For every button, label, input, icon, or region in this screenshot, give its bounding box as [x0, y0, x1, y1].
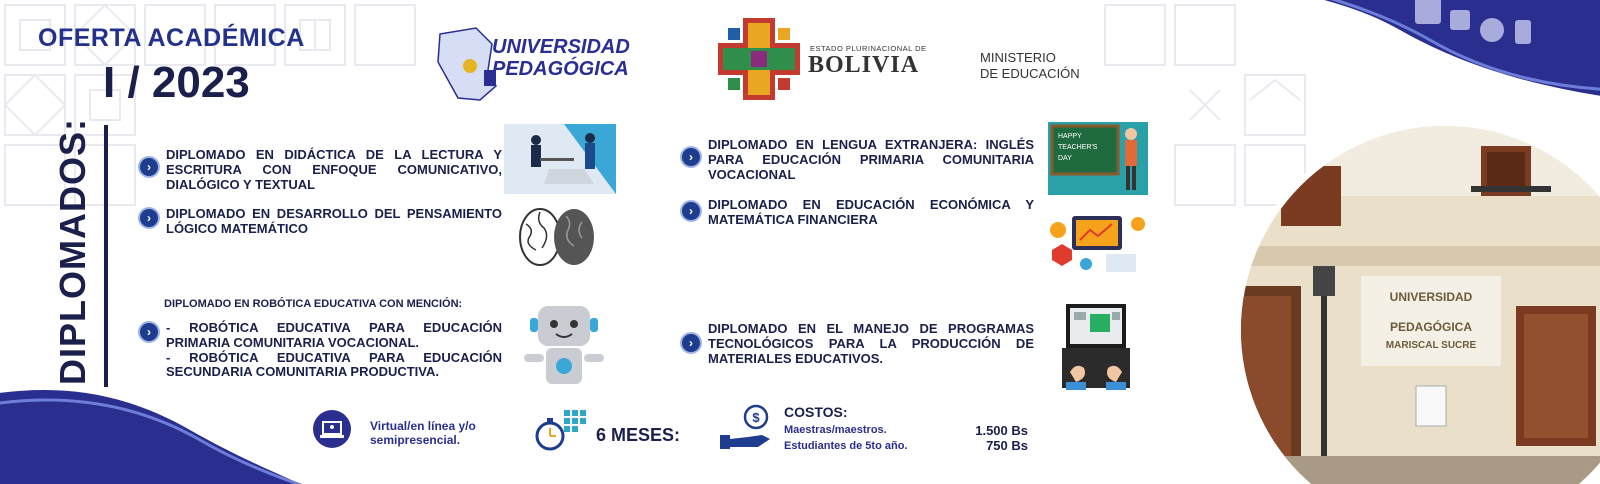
chalkboard-line2: TEACHER'S — [1058, 144, 1098, 151]
chalkboard-illustration — [1048, 122, 1148, 195]
chevron-right-icon: › — [680, 332, 702, 354]
chalkboard-line1: HAPPY — [1058, 133, 1082, 140]
modality-line2: semipresencial. — [370, 433, 461, 447]
bolivia-emblem — [718, 18, 800, 100]
diplomado-item-3[interactable] — [138, 298, 502, 380]
diplomado-title: DIPLOMADO EN LENGUA EXTRANJERA: INGLÉS PARA EDUCACIÓN PRIMARIA COMUNITARIA VOCACIONAL — [708, 137, 1034, 182]
brain-illustration — [518, 204, 596, 270]
chalkboard-line3: DAY — [1058, 155, 1072, 162]
academic-period: I / 2023 — [103, 58, 250, 107]
diplomado-item-5[interactable] — [680, 198, 1034, 228]
diplomado-title: DIPLOMADO EN DIDÁCTICA DE LA LECTURA Y ESCRITURA CON ENFOQUE COMUNICATIVO, DIALÓGICO Y TEXTUAL — [166, 147, 502, 192]
chevron-right-icon: › — [138, 321, 160, 343]
duration-label: 6 MESES: — [596, 425, 681, 445]
ministry-line2: DE EDUCACIÓN — [980, 66, 1080, 81]
modality-line1: Virtual/en línea y/o — [370, 419, 476, 433]
chevron-right-icon: › — [680, 200, 702, 222]
university-logo-line1: UNIVERSIDAD — [492, 36, 630, 58]
reading-illustration — [504, 124, 616, 194]
svg-text:$: $ — [752, 410, 760, 425]
state-label-big: BOLIVIA — [808, 52, 920, 78]
cost-label-students: Estudiantes de 5to año. — [784, 440, 908, 452]
diplomado-title: DIPLOMADO EN ROBÓTICA EDUCATIVA CON MENCIÓN: — [164, 298, 463, 310]
chevron-right-icon: › — [680, 146, 702, 168]
wave-top-right — [1170, 0, 1600, 120]
diplomado-title: DIPLOMADO EN EL MANEJO DE PROGRAMAS TECNOLÓGICOS PARA LA PRODUCCIÓN DE MATERIALES EDUCATIVOS. — [708, 321, 1034, 366]
diplomado-title: DIPLOMADO EN DESARROLLO DEL PENSAMIENTO LÓGICO MATEMÁTICO — [166, 206, 502, 236]
diplomado-item-1[interactable] — [138, 148, 502, 193]
state-label-small: ESTADO PLURINACIONAL DE — [810, 44, 927, 53]
cost-value-teachers: 1.500 Bs — [975, 423, 1028, 438]
diplomado-mention-1: - ROBÓTICA EDUCATIVA PARA EDUCACIÓN PRIMARIA COMUNITARIA VOCACIONAL. — [166, 319, 502, 350]
diplomado-mention-2: - ROBÓTICA EDUCATIVA PARA EDUCACIÓN SECUNDARIA COMUNITARIA PRODUCTIVA. — [166, 349, 502, 380]
cost-value-students: 750 Bs — [986, 438, 1028, 453]
chevron-right-icon: › — [138, 207, 160, 229]
cost-label-teachers: Maestras/maestros. — [784, 424, 887, 436]
university-logo-line2: PEDAGÓGICA — [492, 58, 629, 80]
virtual-class-icon — [313, 410, 351, 448]
chevron-right-icon: › — [138, 156, 160, 178]
finance-illustration — [1046, 210, 1150, 276]
diplomado-item-4[interactable] — [680, 138, 1034, 183]
building-sign-line3: MARISCAL SUCRE — [1385, 340, 1477, 351]
diplomado-item-6[interactable] — [680, 322, 1034, 367]
building-sign-line2: PEDAGÓGICA — [1389, 320, 1473, 334]
laptop-illustration — [1062, 300, 1130, 400]
building-sign-line1: UNIVERSIDAD — [1389, 290, 1473, 304]
page-title: OFERTA ACADÉMICA — [38, 24, 305, 52]
costs-title: COSTOS: — [784, 404, 848, 420]
diplomado-item-2[interactable] — [138, 207, 502, 237]
diplomado-title: DIPLOMADO EN EDUCACIÓN ECONÓMICA Y MATEMÁTICA FINANCIERA — [708, 197, 1034, 227]
robot-illustration — [520, 302, 608, 388]
costs-icon — [718, 403, 774, 453]
stopwatch-icon — [534, 408, 588, 452]
section-label: DIPLOMADOS: — [52, 118, 93, 385]
ministry-line1: MINISTERIO — [980, 50, 1056, 65]
section-divider — [104, 125, 108, 387]
